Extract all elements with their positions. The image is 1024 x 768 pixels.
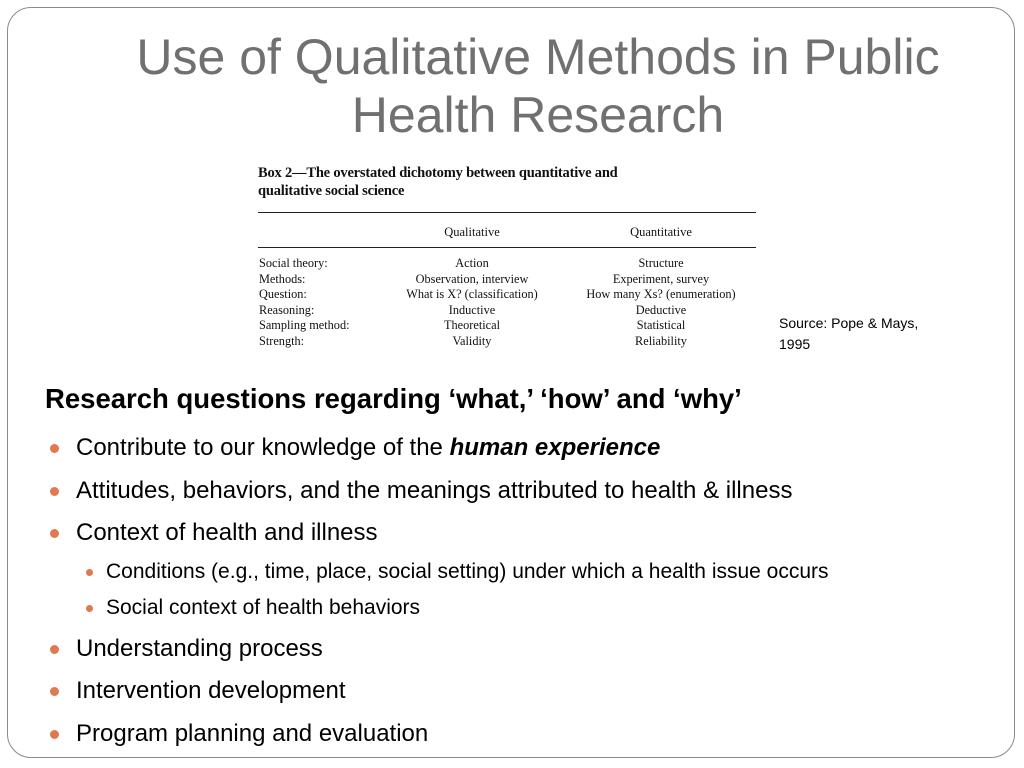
bullet-text: Program planning and evaluation bbox=[76, 720, 429, 747]
bullet-dot-icon bbox=[50, 487, 59, 496]
row-qualitative: Theoretical bbox=[444, 318, 500, 333]
sub-list-item bbox=[106, 596, 420, 620]
bullet-text: Attitudes, behaviors, and the meanings attributed to health & illness bbox=[76, 477, 793, 504]
row-qualitative: Action bbox=[455, 256, 489, 270]
bullet-dot-icon bbox=[50, 645, 59, 654]
bullet-dot-icon bbox=[50, 730, 59, 739]
list-item bbox=[76, 477, 792, 505]
bullet-text: Contribute to our knowledge of the bbox=[76, 434, 450, 461]
source-line-1: Source: Pope & Mays, bbox=[779, 315, 919, 331]
bullet-text: Conditions (e.g., time, place, social setting) under which a health issue occurs bbox=[106, 560, 829, 583]
row-quantitative: Deductive bbox=[635, 302, 687, 317]
sub-list-item bbox=[106, 560, 829, 584]
box-rows bbox=[258, 256, 756, 350]
list-item bbox=[76, 519, 378, 547]
comparison-box bbox=[258, 164, 756, 354]
row-quantitative: Statistical bbox=[636, 318, 686, 333]
source-line-2: 1995 bbox=[779, 336, 811, 352]
box-caption-line-2: qualitative social science bbox=[258, 183, 405, 199]
column-header-quantitative: Quantitative bbox=[630, 225, 692, 239]
box-top-rule bbox=[258, 212, 756, 213]
row-label: Strength: bbox=[259, 333, 305, 348]
bullet-text: Social context of health behaviors bbox=[106, 596, 421, 619]
list-item bbox=[76, 720, 428, 748]
table-row bbox=[258, 272, 756, 288]
table-row bbox=[258, 318, 756, 334]
table-row bbox=[258, 287, 756, 303]
section-heading: Research questions regarding ‘what,’ ‘how’ and ‘why’ bbox=[45, 383, 742, 414]
bullet-dot-icon bbox=[50, 529, 59, 538]
row-quantitative: Structure bbox=[638, 256, 684, 270]
box-caption-line-1: Box 2—The overstated dichotomy between quantitative and bbox=[258, 165, 618, 181]
row-qualitative: Inductive bbox=[448, 302, 496, 317]
row-qualitative: What is X? (classification) bbox=[406, 287, 538, 302]
row-qualitative: Observation, interview bbox=[415, 271, 529, 286]
list-item bbox=[76, 434, 660, 462]
table-row bbox=[258, 256, 756, 272]
bullet-dot-icon bbox=[86, 605, 93, 612]
bullet-text: Understanding process bbox=[76, 635, 323, 662]
row-quantitative: Experiment, survey bbox=[612, 271, 710, 286]
column-header-qualitative: Qualitative bbox=[444, 225, 500, 239]
bullet-emphasis: human experience bbox=[449, 434, 661, 461]
box-caption bbox=[258, 164, 756, 200]
row-quantitative: How many Xs? (enumeration) bbox=[586, 287, 736, 302]
bullet-text: Intervention development bbox=[76, 677, 346, 704]
row-qualitative: Validity bbox=[452, 333, 492, 348]
box-header-rule bbox=[258, 247, 756, 248]
list-item bbox=[76, 635, 323, 663]
row-label: Question: bbox=[259, 287, 307, 302]
bullet-dot-icon bbox=[86, 569, 93, 576]
row-label: Reasoning: bbox=[259, 302, 315, 317]
list-item bbox=[76, 677, 346, 705]
row-label: Social theory: bbox=[259, 256, 328, 270]
slide-title: Use of Qualitative Methods in Public Health Research bbox=[136, 29, 940, 143]
table-row bbox=[258, 303, 756, 319]
source-citation bbox=[779, 313, 979, 355]
bullet-dot-icon bbox=[50, 444, 59, 453]
table-row bbox=[258, 334, 756, 350]
row-label: Methods: bbox=[259, 271, 306, 286]
row-label: Sampling method: bbox=[259, 318, 350, 333]
row-quantitative: Reliability bbox=[635, 333, 687, 348]
bullet-dot-icon bbox=[50, 687, 59, 696]
bullet-text: Context of health and illness bbox=[76, 519, 378, 546]
